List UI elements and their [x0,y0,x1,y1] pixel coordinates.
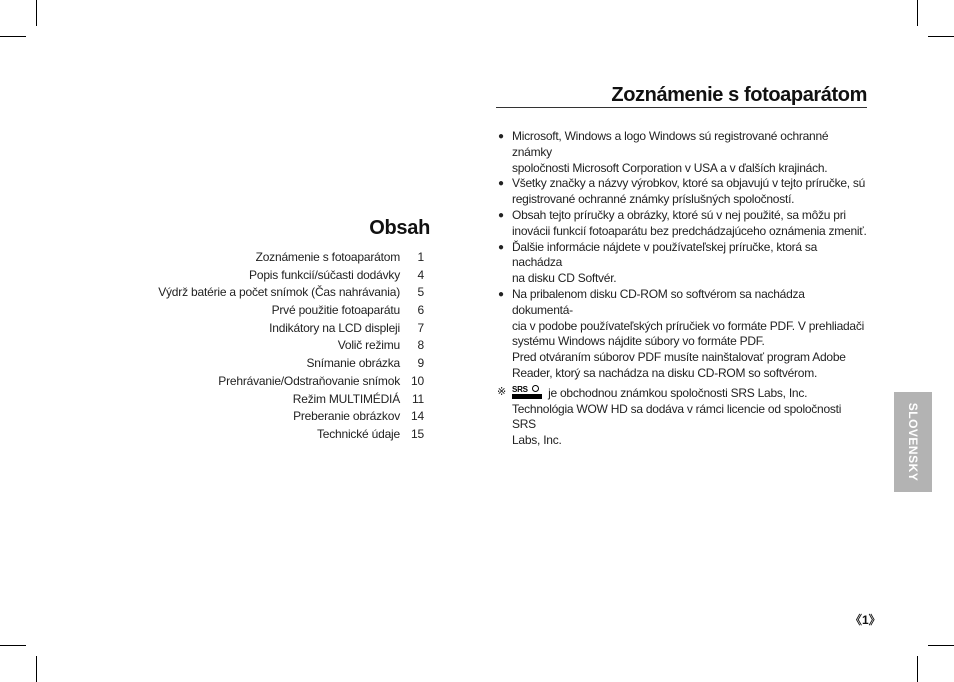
toc-item-page: 6 [417,303,424,318]
note-line: Na pribalenom disku CD-ROM so softvérom sa nachádza dokumentá- [512,286,805,317]
toc-item-page: 10 [411,373,424,388]
toc-item-title: Indikátory na LCD displeji [269,320,400,335]
note-line: Microsoft, Windows a logo Windows sú registrované ochranné známky [512,129,829,159]
section-title: Zoznámenie s fotoaparátom [611,84,867,106]
note-item [496,176,867,208]
toc-item[interactable] [0,250,424,268]
notes-list [496,129,867,449]
toc-item-title: Volič režimu [337,338,400,353]
note-line: na disku CD Softvér. [512,271,617,286]
srs-note-line: Technológia WOW HD sa dodáva v rámci licencie od spoločnosti SRS [512,401,842,432]
toc-item-title: Zoznámenie s fotoaparátom [255,250,400,264]
toc-item-title: Technické údaje [316,426,400,441]
toc-item-title: Prehrávanie/Odstraňovanie snímok [218,373,400,388]
note-line: registrované ochranné známky príslušných spoločností. [512,192,795,207]
bullet-icon: ● [498,288,504,300]
note-line: Obsah tejto príručky a obrázky, ktoré sú v nej použité, sa môžu pri [512,207,846,222]
srs-logo-text: SRS [512,384,528,394]
bullet-icon: ● [498,209,504,221]
srs-logo-icon [512,385,542,399]
toc-item-page: 15 [411,426,424,441]
toc-item[interactable] [0,303,424,321]
crop-mark [0,36,26,37]
note-line: cia v podobe používateľských príručiek vo formáte PDF. V prehliadači [512,318,865,333]
toc-item-title: Popis funkcií/súčasti dodávky [249,267,400,282]
toc-item-page: 7 [417,320,424,335]
toc-item[interactable] [0,374,424,392]
note-line: Reader, ktorý sa nachádza na disku CD-ROM so softvérom. [512,365,818,380]
toc-item-page: 11 [411,391,424,406]
toc-item-title: Snímanie obrázka [306,356,400,371]
toc-heading: Obsah [369,217,430,239]
crop-mark [36,0,37,26]
toc-item-page: 9 [417,356,424,371]
toc-item[interactable] [0,268,424,286]
crop-mark [928,36,954,37]
toc-item-page: 5 [417,285,424,300]
section-divider [496,107,867,108]
toc-item[interactable] [0,338,424,356]
srs-note-line: Labs, Inc. [512,433,562,448]
toc-item-page: 14 [411,409,424,424]
page-number: 《1》 [850,613,881,627]
crop-mark [0,645,26,646]
bullet-icon: ● [498,131,504,142]
reference-mark-icon: ※ [497,385,506,398]
bullet-icon: ● [498,178,504,190]
toc-item-title: Prvé použitie fotoaparátu [271,303,400,318]
language-tab [894,392,932,492]
bullet-icon: ● [498,241,504,253]
crop-mark [917,656,918,682]
note-line: Všetky značky a názvy výrobkov, ktoré sa objavujú v tejto príručke, sú [512,176,866,191]
toc-item-title: Preberanie obrázkov [293,409,400,424]
srs-trademark-note [496,385,867,449]
toc-item[interactable] [0,427,424,445]
srs-note-line: je obchodnou známkou spoločnosti SRS Labs, Inc. [545,385,808,400]
toc-item-title: Výdrž batérie a počet snímok (Čas nahrávania) [158,285,400,300]
note-item [496,129,867,176]
language-tab-label: SLOVENSKY [906,402,920,482]
note-item [496,287,867,382]
crop-mark [36,656,37,682]
toc-item[interactable] [0,392,424,410]
note-item [496,240,867,287]
note-line: spoločnosti Microsoft Corporation v USA a v ďalších krajinách. [512,160,828,175]
note-line: systému Windows nájdite súbory vo formáte PDF. [512,334,765,349]
crop-mark [928,645,954,646]
toc-item-page: 8 [417,338,424,353]
toc-item-page: 1 [417,250,424,264]
toc-item-title: Režim MULTIMÉDIÁ [292,391,400,406]
crop-mark [917,0,918,26]
toc-item-page: 4 [417,267,424,282]
toc-item[interactable] [0,321,424,339]
note-line: Ďalšie informácie nájdete v používateľskej príručke, ktorá sa nachádza [512,239,818,270]
toc-item[interactable] [0,285,424,303]
toc-item[interactable] [0,409,424,427]
note-item [496,208,867,240]
toc-item[interactable] [0,356,424,374]
note-line: inovácii funkcií fotoaparátu bez predchádzajúceho oznámenia zmeniť. [512,223,867,238]
toc-list [0,250,424,445]
note-line: Pred otváraním súborov PDF musíte nainštalovať program Adobe [512,350,846,365]
